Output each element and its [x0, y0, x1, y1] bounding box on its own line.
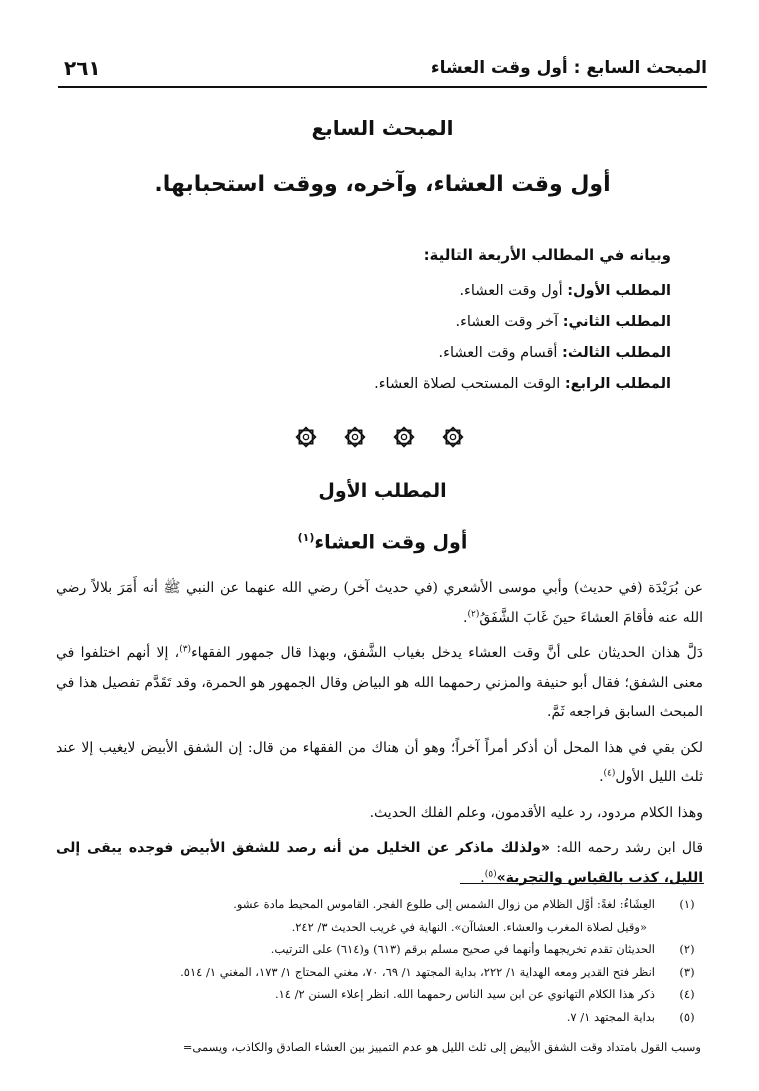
paragraph-end: . [463, 609, 468, 626]
footnote-number: (٤) [679, 987, 695, 1001]
list-item-text: الوقت المستحب لصلاة العشاء. [374, 376, 561, 392]
paragraph-lead: قال ابن رشد رحمه الله: [556, 840, 704, 856]
list-item [374, 369, 671, 400]
footnote-ref: (٤) [603, 768, 616, 779]
paragraph-text: وهذا الكلام مردود، رد عليه الأقدمون، وعلم الفلك الحديث. [369, 804, 703, 821]
paragraph-text: ، إلا أنهم اختلفوا في معنى الشفق؛ فقال أبو حنيفة والمزني رحمهما الله هو البياض وقال الجمهور هو الحمرة، وقد تَقَدَّم تفصيل هذا في المبحث السابق فراجعه ثَمَّ. [56, 645, 703, 720]
footnote-number: (١) [679, 897, 695, 911]
footnote-text: ذكر هذا الكلام التهانوي عن ابن سيد الناس رحمهما الله. انظر إعلاء السنن ٢/ ١٤. [274, 987, 655, 1001]
list-item [374, 338, 671, 369]
footnote-number: (٢) [679, 942, 695, 956]
list-item-label: المطلب الرابع: [564, 376, 671, 392]
footnote-ref: (١) [297, 531, 315, 544]
subsection-heading [58, 531, 707, 553]
footnote-ref: (٢) [467, 608, 480, 619]
paragraph-text: لكن بقي في هذا المحل أن أذكر أمراً آخراً؛ وهو أن هناك من الفقهاء من قال: إن الشفق الأبيض لايغيب إلا عند ثلث الليل الأول [56, 739, 703, 785]
list-item-label: المطلب الأول: [567, 283, 671, 299]
footnote-number: (٥) [679, 1009, 695, 1024]
footnote-ref: (٥) [484, 868, 497, 879]
footnote [56, 961, 707, 984]
footnote-ref: (٣) [179, 644, 192, 655]
running-title: المبحث السابع : أول وقت العشاء [430, 58, 707, 78]
footnote [56, 1006, 707, 1029]
paragraph [56, 834, 703, 893]
footnote [56, 983, 707, 1006]
paragraph [56, 734, 703, 793]
ornament-icon [393, 426, 415, 448]
intro-line: وبيانه في المطالب الأربعة التالية: [423, 246, 671, 264]
list-item-text: أول وقت العشاء. [459, 283, 563, 299]
ornament-icon [295, 426, 317, 448]
footnote-text: «وقيل لصلاة المغرب والعشاء. العشاآن». النهاية في غريب الحديث ٣/ ٢٤٢. [291, 919, 647, 934]
body-text [56, 574, 703, 899]
list-item-text: آخر وقت العشاء. [455, 314, 559, 330]
paragraph [56, 574, 703, 633]
list-item-text: أقسام وقت العشاء. [438, 345, 558, 361]
footnote-continuation-line [56, 916, 707, 939]
bold-quote: «ولذلك ماذكر عن الخليل من أنه رصد للشفق الأبيض فوجده يبقى إلى الليل، كذب بالقياس والتجربة» [56, 840, 703, 886]
list-item-label: المطلب الثاني: [562, 314, 671, 330]
paragraph-text: عن بُرَيْدَة (في حديث) وأبي موسى الأشعري (في حديث آخر) رضي الله عنهما عن النبي ﷺ أنه أَمَرَ بلالاً رضي الله عنه فأقامَ العشاءَ حينَ غَابَ الشَّفَقُ [56, 580, 703, 626]
footnote-number: (٣) [679, 964, 695, 979]
ornament-icon [442, 426, 464, 448]
footnote-rule [460, 883, 704, 884]
subsection-list [374, 276, 671, 400]
ornament-icon [344, 426, 366, 448]
list-item [374, 276, 671, 307]
footnote [56, 938, 707, 961]
paragraph-end: . [480, 869, 485, 886]
paragraph [56, 639, 703, 728]
footnote [56, 893, 707, 916]
paragraph [56, 799, 703, 829]
list-item [374, 307, 671, 338]
subsection-heading-text: أول وقت العشاء [314, 531, 468, 554]
footnotes [56, 893, 707, 1059]
paragraph-text: دَلَّ هذان الحديثان على أنَّ وقت العشاء يدخل بغياب الشَّفق، وبهذا قال جمهور الفقهاء [191, 645, 704, 661]
subsection-title: المطلب الأول [318, 480, 447, 502]
footnote-text: انظر فتح القدير ومعه الهداية ١/ ٢٢٢، بداية المجتهد ١/ ٦٩، ٧٠، مغني المحتاج ١/ ١٧٣، المغني ١/ ٥١٤. [180, 964, 655, 979]
header-rule [58, 86, 707, 88]
footnote-text: الحديثان تقدم تخريجهما وأنهما في صحيح مسلم برقم (٦١٣) و(٦١٤) على الترتيب. [270, 942, 655, 956]
footnote-text: العِشَاءُ: لغةً: أوَّل الظلام من زوال الشمس إلى طلوع الفجر. القاموس المحيط مادة عشو. [233, 897, 655, 911]
footnote-carryover: وسبب القول بامتداد وقت الشفق الأبيض إلى ثلث الليل هو عدم التمييز بين العشاء الصادق والكاذب، ويسمى= [182, 1040, 701, 1054]
paragraph-end: . [599, 769, 604, 785]
section-title: المبحث السابع [311, 116, 454, 140]
footnote-text: بداية المجتهد ١/ ٧. [566, 1009, 655, 1024]
running-header [58, 52, 707, 82]
page-number: ٢٦١ [64, 56, 101, 80]
chapter-title: أول وقت العشاء، وآخره، ووقت استحبابها. [154, 172, 611, 197]
ornament-divider [0, 426, 759, 448]
list-item-label: المطلب الثالث: [562, 345, 671, 361]
